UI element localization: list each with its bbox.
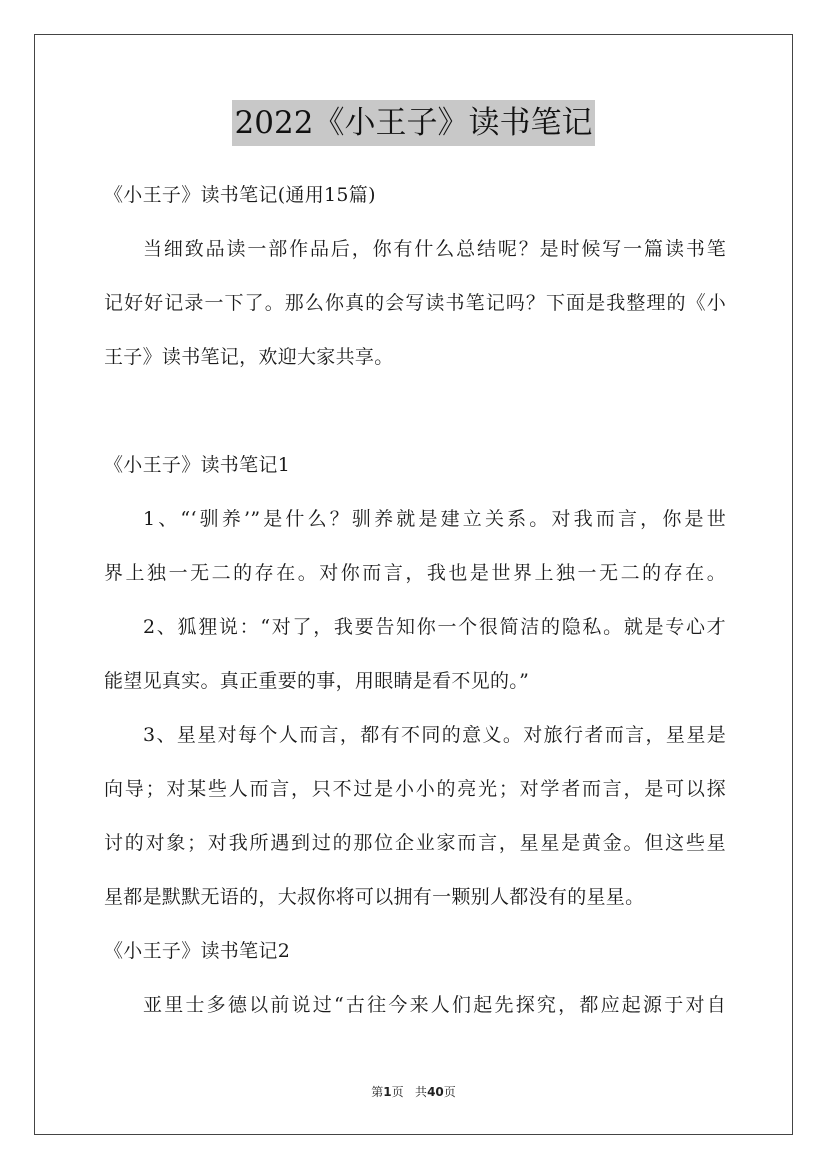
note1-p3-line-4: 星都是默默无语的，大叔你将可以拥有一颗别人都没有的星星。	[104, 886, 645, 908]
note1-p3-line-2: 向导；对某些人而言，只不过是小小的亮光；对学者而言，是可以探	[104, 778, 726, 800]
footer-prefix: 第	[371, 1085, 384, 1099]
footer-page-unit: 页	[391, 1085, 404, 1099]
note2-p1-line-1: 亚里士多德以前说过“古往今来人们起先探究，都应起源于对自	[143, 994, 726, 1016]
note1-p3-line-3: 讨的对象；对我所遇到过的那位企业家而言，星星是黄金。但这些星	[104, 832, 726, 854]
footer-total-unit: 页	[443, 1085, 456, 1099]
footer-total-pages: 40	[427, 1085, 444, 1099]
title-container	[0, 100, 827, 146]
note1-p2-line-1: 2、狐狸说：“对了，我要告知你一个很简洁的隐私。就是专心才	[143, 616, 726, 638]
section-heading-1: 《小王子》读书笔记1	[104, 454, 291, 476]
section-heading-2: 《小王子》读书笔记2	[104, 940, 291, 962]
note1-p3-line-1: 3、星星对每个人而言，都有不同的意义。对旅行者而言，星星是	[143, 724, 726, 746]
intro-line-3: 王子》读书笔记，欢迎大家共享。	[104, 346, 394, 368]
document-title: 2022《小王子》读书笔记	[232, 100, 596, 146]
footer-total-prefix: 共	[415, 1085, 428, 1099]
note1-p1-line-2: 界上独一无二的存在。对你而言，我也是世界上独一无二的存在。	[104, 562, 726, 584]
note1-p2-line-2: 能望见真实。真正重要的事，用眼睛是看不见的。”	[104, 670, 530, 692]
page-footer	[0, 1083, 827, 1100]
intro-line-1: 当细致品读一部作品后，你有什么总结呢？是时候写一篇读书笔	[143, 238, 726, 260]
intro-line-2: 记好好记录一下了。那么你真的会写读书笔记吗？下面是我整理的《小	[104, 292, 726, 314]
footer-page-number: 1	[383, 1085, 392, 1099]
subtitle-line: 《小王子》读书笔记(通用15篇)	[104, 184, 376, 206]
note1-p1-line-1: 1、“‘驯养’”是什么？驯养就是建立关系。对我而言，你是世	[143, 508, 726, 530]
